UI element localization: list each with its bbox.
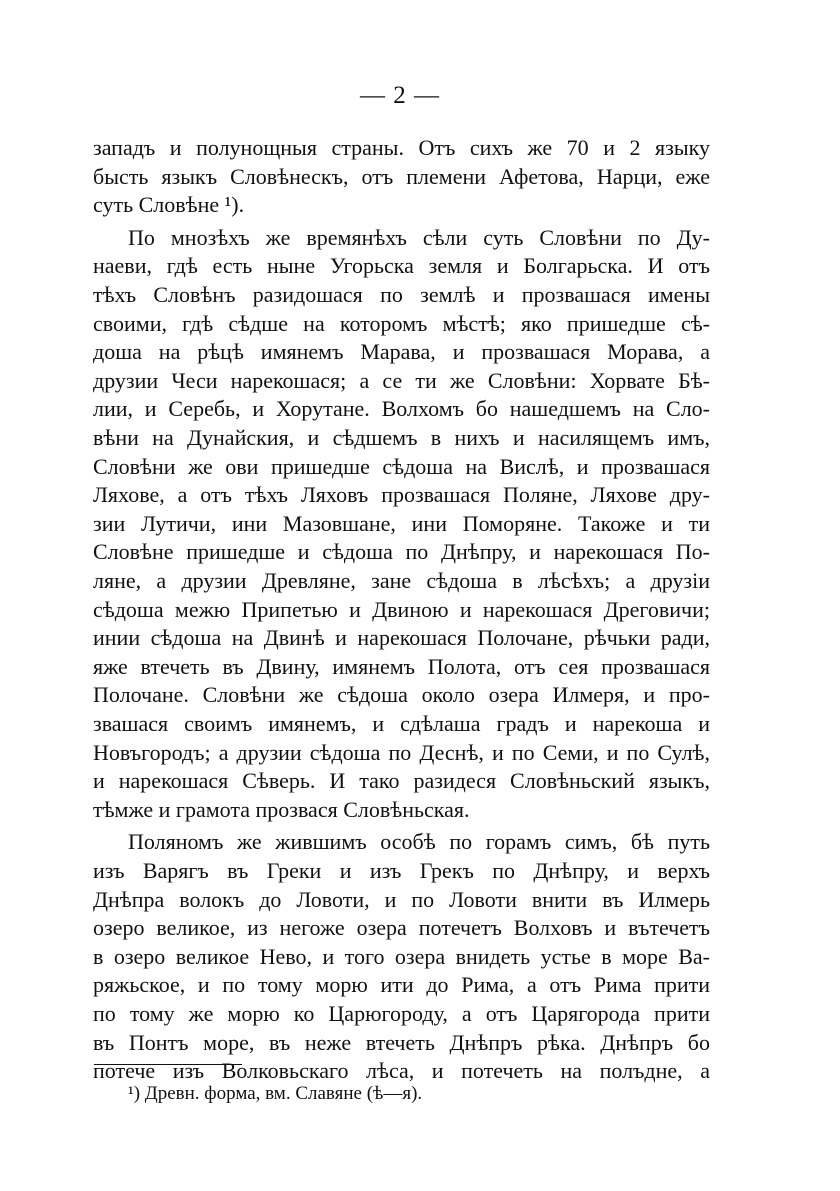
text-line: западъ и полунощныя страны. Отъ сихъ же 70 и 2 языку — [93, 135, 710, 160]
text-line: сѣдоша межю Припетью и Двиною и нарекошася Дреговичи; — [93, 596, 710, 622]
text-line: в озеро великое Нево, и того озера внидеть устье в море Ва- — [93, 943, 710, 969]
text-line: яже втечеть въ Двину, имянемъ Полота, отъ сея прозвашася — [93, 653, 710, 679]
text-line: лии, и Серебь, и Хорутане. Волхомъ бо нашедшемъ на Сло- — [93, 396, 710, 422]
text-line: зии Лутичи, ини Мазовшане, ини Поморяне. Такоже и ти — [93, 510, 710, 536]
text-line: Словѣне пришедше и сѣдоша по Днѣпру, и нарекошася По- — [93, 539, 710, 565]
text-line: Словѣни же ови пришедше сѣдоша на Вислѣ, и прозвашася — [93, 453, 710, 479]
text-line: вѣни на Дунайския, и сѣдшемъ в нихъ и насилящемъ имъ, — [93, 425, 710, 450]
text-line: Днѣпра волокъ до Ловоти, и по Ловоти внити въ Илмерь — [93, 886, 710, 912]
text-line: тѣхъ Словѣнъ разидошася по землѣ и прозвашася имены — [93, 282, 710, 307]
page-number: — 2 — — [360, 82, 440, 109]
text-line: наеви, гдѣ есть ныне Угорьска земля и Болгарьска. И отъ — [93, 253, 710, 279]
paragraph-first-line: По мнозѣхъ же времянѣхъ сѣли суть Словѣни по Ду- — [128, 224, 710, 250]
text-line: друзии Чеси нарекошася; а се ти же Словѣни: Хорвате Бѣ- — [93, 367, 710, 393]
text-line: своими, гдѣ сѣдше на которомъ мѣстѣ; яко пришедше сѣ- — [93, 310, 710, 336]
text-line: суть Словѣне ¹). — [93, 192, 245, 218]
footnote: ¹) Древн. форма, вм. Славяне (ѣ—я). — [128, 1083, 423, 1104]
text-line: звашася своимъ имянемъ, и сдѣлаша градъ и нарекоша и — [93, 711, 710, 736]
text-line: и нарекошася Сѣверь. И тако разидеся Словѣньский языкъ, — [93, 768, 710, 794]
text-line: по тому же морю ко Царюгороду, а отъ Царягорода прити — [93, 1001, 710, 1026]
text-line: Полочане. Словѣни же сѣдоша около озера Илмеря, и про- — [93, 682, 710, 708]
text-line: доша на рѣцѣ имянемъ Марава, и прозвашася Морава, а — [93, 339, 710, 365]
text-line: изъ Варягъ въ Греки и изъ Грекъ по Днѣпру, и верхъ — [93, 858, 710, 883]
text-line: инии сѣдоша на Двинѣ и нарекошася Полочане, рѣчьки ради, — [93, 625, 710, 651]
text-line: потече изъ Волковьскаго лѣса, и потечеть на полъдне, а — [93, 1058, 710, 1084]
text-line: ляне, а друзии Древляне, зане сѣдоша в лѣсѣхъ; а друзіи — [93, 568, 710, 593]
text-line: тѣмже и грамота прозвася Словѣньская. — [93, 796, 470, 822]
text-line: Ляхове, а отъ тѣхъ Ляховъ прозвашася Поляне, Ляхове дру- — [93, 482, 710, 508]
text-line: Новъгородъ; а друзии сѣдоша по Деснѣ, и по Семи, и по Сулѣ, — [93, 739, 710, 765]
paragraph-first-line: Поляномъ же жившимъ особѣ по горамъ симъ, бѣ путь — [128, 829, 710, 855]
text-line: въ Понтъ море, въ неже втечеть Днѣпръ рѣка. Днѣпръ бо — [93, 1029, 710, 1055]
text-line: озеро великое, из негоже озера потечетъ Волховъ и вътечетъ — [93, 915, 710, 941]
text-line: ряжьское, и по тому морю ити до Рима, а отъ Рима прити — [93, 972, 710, 998]
text-line: бысть языкъ Словѣнескъ, отъ племени Афетова, Нарци, еже — [93, 163, 710, 189]
